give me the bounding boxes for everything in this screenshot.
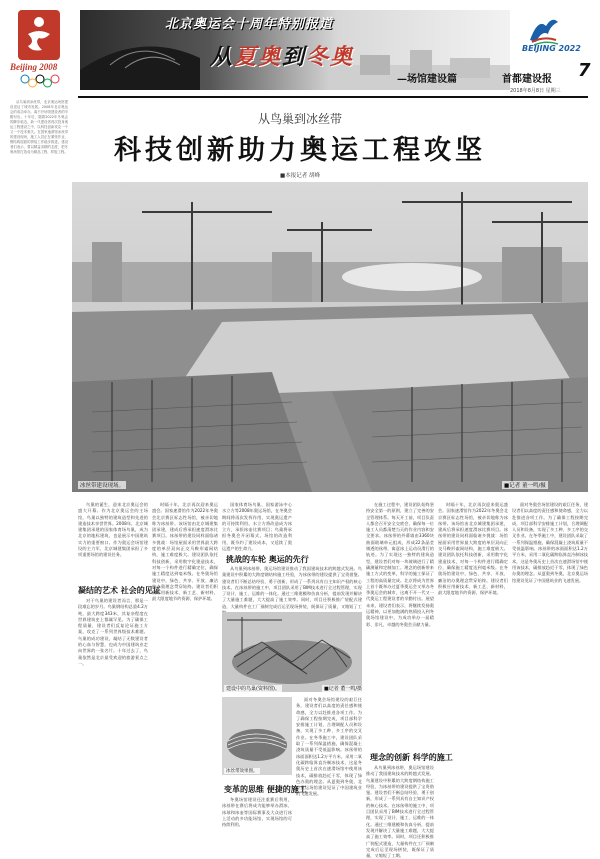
column-5-bottom	[366, 765, 434, 859]
column-3-mid	[222, 566, 362, 609]
article-kicker: 从鸟巢到冰丝带	[257, 112, 342, 126]
paragraph: 鸟巢的诞生，迎来北京奥运会的盛大开幕。作为北京奥运会的主场馆，鸟巢以独特的建筑造型和先进的建造技术享誉世界。2008年，北京城建集团承建的国家体育场鸟巢，成为北京的地标建筑，也是展示中国建筑实力的重要窗口。作为奥运会场馆建设的主力军，北京城建集团承担了多项重要场馆的建设任务。	[78, 502, 148, 558]
paragraph: 时隔十年，北京再次迎来奥运盛会。国家速滑馆作为2022年冬奥会北京赛区标志性场馆，被亲切地称为冰丝带。该场馆由北京城建集团承建，建成后将承担速度滑冰比赛项目。冰丝带的建设同样面临诸多挑战：场馆屋面采用世界最大跨度的单层双向正交马鞍形索网结构，施工难度极大。建设团队依托科技创新，采用数字化建造技术，对每一个构件进行精确定位，确保施工精度达到毫米级。在冬奥场馆建设中，绿色、共享、开放、廉洁的办奥理念贯穿始终。建设者们积极应用新技术、新工艺、新材料，最大限度地节约资源、保护环境。	[438, 502, 508, 596]
column-3-top	[222, 502, 292, 552]
beijing-2022-emblem-icon	[520, 12, 564, 48]
title-part1: 从	[210, 44, 235, 70]
paragraph: 国家体育场鸟巢、国家游泳中心水立方等2008年奥运场馆，在冬奥会期间将再次发挥作用，实现奥运遗产的可持续利用。水立方将改造成为冰立方，承担冰壶比赛项目；鸟巢将承担冬奥会开闭幕式。场馆的改造利用，既节约了建设成本，又延续了奥运遗产的生命力。	[222, 502, 292, 552]
main-photo-caption: 冰丝带建设现场。	[80, 483, 125, 489]
section-main-title	[210, 40, 354, 71]
column-3-bottom	[222, 797, 292, 839]
series-title: 北京奥运会十周年特别报道	[165, 17, 334, 32]
side-column-text	[10, 100, 68, 830]
paragraph: 对于鸟巢的建设者而言，那是一段难忘的岁月。鸟巢钢结构总重4.2万吨，最大跨度343米，其复杂程度在世界建筑史上都属罕见。为了确保工程质量，建设者们反复论证施工方案，攻克了一系列世界级技术难题。鸟巢的成功建设，凝结了无数建设者的心血与智慧，也成为中国建筑业走向世界的一张名片。十年过去了，鸟巢依然是北京最受欢迎的旅游景点之一。	[78, 598, 148, 666]
beijing-2008-emblem-icon	[14, 8, 64, 68]
birds-nest-caption: 建设中的鸟巢(资料图)。	[226, 686, 280, 692]
rendering-caption: 冰丝带效果图。	[226, 769, 258, 774]
section-label: —场馆建设篇	[397, 74, 457, 85]
paragraph: 在施工过程中，建设团队始终坚持安全第一的原则，建立了完善的安全管理体系。每天开工前，项目负责人都会召开安全交底会，确保每一位施工人员都清楚当天的作业内容和安全要求。冰丝带的外幕墙由3360块曲面玻璃单元组成，形成22条晶莹剔透的丝带，寓意冰上运动员滑行的轨迹。为了实现这一独特的建筑造型，建设者们对每一块玻璃进行了精确测量和定制加工。理念的创新带来施工方式的变革，科学的施工保证了工程的高质量完成。北京将成为世界上首个既举办过夏季奥运会又举办冬季奥运会的城市，这离不开一代又一代奥运工程建设者的辛勤付出。展望未来，建设者们表示，将继续发扬奥运精神，以更加饱满的热情投入到冬奥场馆建设中，为成功举办一届精彩、非凡、卓越的冬奥会贡献力量。	[366, 502, 434, 627]
main-photo-credit: ■记者 董一鸣/摄	[504, 483, 546, 489]
subhead-4: 理念的创新 科学的施工	[370, 752, 453, 762]
column-2	[152, 502, 218, 840]
page-number: 7	[578, 60, 591, 81]
ice-ribbon-rendering-image	[222, 697, 292, 775]
birds-nest-credit: ■记者 董一鸣/摄	[324, 686, 362, 692]
title-red1: 夏奥	[234, 44, 283, 70]
date-line: 2018年8月8日 星期三	[510, 88, 561, 94]
paragraph: 从鸟巢到冰丝带，奥运场馆建设推动了我国建筑技术的跨越式发展。鸟巢建设中积累的大跨度钢结构施工经验，为冰丝带的建设提供了宝贵借鉴。建设者们不断总结经验、勇于创新，形成了一系列具有自主知识产权的核心技术。在冰丝带的施工中，项目团队采用了BIM技术进行全过程管理，实现了设计、施工、运维的一体化。通过三维建模和仿真分析，提前发现并解决了大量施工难题，大大提高了施工效率。同时，项目还积极推广装配式建造，大量构件在工厂预制完成后运至现场拼装，既保证了质量，又缩短了工期。	[366, 765, 434, 859]
olympic-rings-icon	[18, 74, 62, 88]
paragraph: 面对冬奥会场馆建设的艰巨任务，建设者们以高度的责任感和使命感，全力以赴推进各项工作。为了确保工程按期完成，项目部科学安排施工计划，合理调配人员和设备，实现了多工种、多工序的交叉作业。在冬季施工中，建设团队采取了一系列保温措施，确保混凝土浇筑质量不受低温影响。冰丝带的冰面面积达1.2万平方米，采用二氧化碳跨临界直冷制冰技术，这是冬奥历史上首次在速滑场馆中使用该技术，碳排放趋近于零，体现了绿色办奥的理念。从夏奥到冬奥，北京奥运场馆建设见证了中国建筑业的飞速发展。	[296, 697, 362, 797]
column-7	[512, 502, 588, 840]
column-6	[438, 502, 508, 840]
title-red2: 冬奥	[306, 44, 355, 70]
column-1-bottom	[78, 598, 148, 838]
masthead	[0, 0, 600, 98]
title-part2: 到	[282, 44, 307, 70]
rendering-photo	[222, 697, 292, 775]
left-emblem-text: Beijing 2008	[10, 62, 58, 72]
article-headline: 科技创新助力奥运工程攻坚	[114, 135, 486, 166]
birds-nest-photo	[222, 612, 362, 692]
paragraph: 时隔十年，北京再次迎来奥运盛会。国家速滑馆作为2022年冬奥会北京赛区标志性场馆，被亲切地称为冰丝带。该场馆由北京城建集团承建，建成后将承担速度滑冰比赛项目。冰丝带的建设同样面临诸多挑战：场馆屋面采用世界最大跨度的单层双向正交马鞍形索网结构，施工难度极大。建设团队依托科技创新，采用数字化建造技术，对每一个构件进行精确定位，确保施工精度达到毫米级。在冬奥场馆建设中，绿色、共享、开放、廉洁的办奥理念贯穿始终。建设者们积极应用新技术、新工艺、新材料，最大限度地节约资源、保护环境。	[152, 502, 218, 602]
construction-site-image	[72, 182, 588, 492]
column-5	[366, 502, 434, 747]
main-construction-photo	[72, 182, 588, 492]
masthead-rule	[78, 96, 588, 98]
column-1-top	[78, 502, 148, 582]
subhead-3: 变革的思维 便捷的施工	[224, 784, 307, 794]
newspaper-name: 首都建设报	[502, 74, 552, 85]
birds-nest-image	[222, 612, 362, 692]
side-paragraph: 从鸟巢到冰丝带，北京奥运场馆建设见证了城市发展。2008年北京奥运会的成功举办，离不开场馆建设者的辛勤付出。十年后，随着2022年冬奥会的脚步临近，新一代建设者再次投身奥运工程建设之中，以科技创新攻克一个又一个技术难关。在国家速滑馆冰丝带的建设现场，施工人员正在紧张作业，钢结构屋面的拼装工作稳步推进。建设者们表示，要以精益求精的态度，把冬奥场馆打造成为精品工程、样板工程。	[10, 100, 68, 154]
right-emblem-text: BEIJING 2022	[522, 44, 581, 53]
subhead-2: 挑战的车轮 奥运的先行	[226, 554, 309, 564]
paragraph: 面对冬奥会场馆建设的艰巨任务，建设者们以高度的责任感和使命感，全力以赴推进各项工作。为了确保工程按期完成，项目部科学安排施工计划，合理调配人员和设备，实现了多工种、多工序的交叉作业。在冬季施工中，建设团队采取了一系列保温措施，确保混凝土浇筑质量不受低温影响。冰丝带的冰面面积达1.2万平方米，采用二氧化碳跨临界直冷制冰技术，这是冬奥历史上首次在速滑场馆中使用该技术，碳排放趋近于零，体现了绿色办奥的理念。从夏奥到冬奥，北京奥运场馆建设见证了中国建筑业的飞速发展。	[512, 502, 588, 583]
subhead-1: 凝结的艺术 社会的见证	[78, 585, 161, 595]
column-4-bottom	[296, 697, 362, 839]
paragraph: 从鸟巢到冰丝带，奥运场馆建设推动了我国建筑技术的跨越式发展。鸟巢建设中积累的大跨度钢结构施工经验，为冰丝带的建设提供了宝贵借鉴。建设者们不断总结经验、勇于创新，形成了一系列具有自主知识产权的核心技术。在冰丝带的施工中，项目团队采用了BIM技术进行全过程管理，实现了设计、施工、运维的一体化。通过三维建模和仿真分析，提前发现并解决了大量施工难题，大大提高了施工效率。同时，项目还积极推广装配式建造，大量构件在工厂预制完成后运至现场拼装，既保证了质量，又缩短了工	[222, 566, 362, 609]
article-byline: ■本报记者 胡峰	[280, 173, 320, 179]
paragraph: 冬奥场馆建设还注重赛后利用，冰丝带在赛后将成为能够举办滑冰、冰球和冰壶等国际赛事及大众进行冰上活动的多功能场馆，实现场馆的可持续利用。	[222, 797, 292, 828]
